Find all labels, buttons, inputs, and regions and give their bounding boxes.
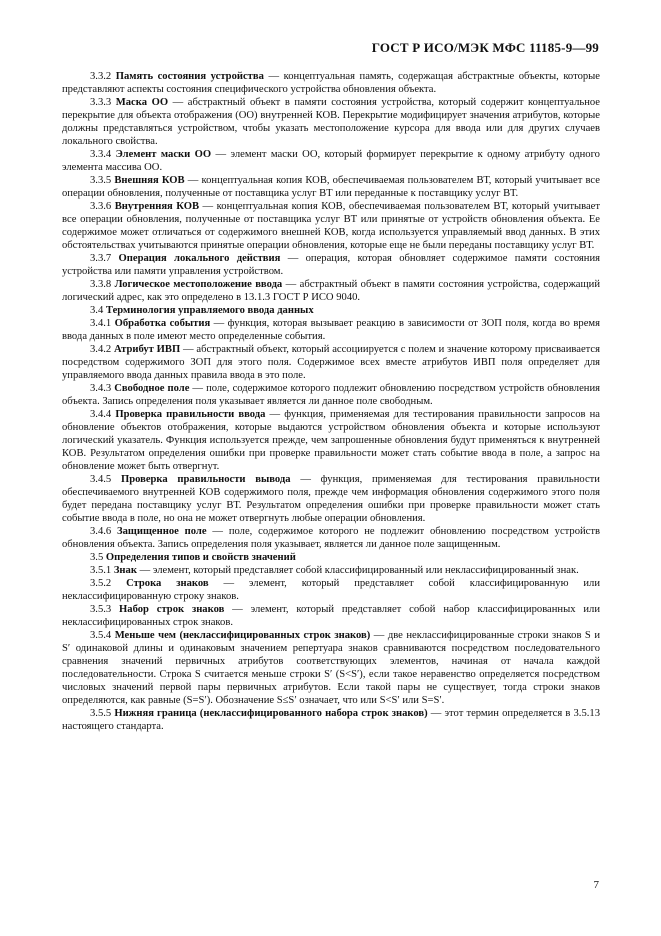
definition-text: — операция, которая обновляет содержимое памяти состояния устройства или памяти управления устройством. [62, 253, 601, 277]
term: Строка знаков [126, 578, 209, 589]
term: Проверка правильности ввода [115, 409, 266, 420]
definition-text: — элемент, который представляет собой классифицированную или неклассифицированную строку знаков. [62, 578, 600, 602]
term: Операция локального действия [118, 253, 281, 264]
section-title: Определения типов и свойств значений [105, 552, 296, 563]
term: Внутренняя КОВ [114, 201, 200, 212]
definition-text: — концептуальная копия КОВ, обеспечиваемая пользователем ВТ, который учитывает все операции обновления, полученные от поставщика услуг ВТ или переданные к поставщику услуг ВТ. [62, 175, 600, 199]
paragraph-3-4-6 [62, 525, 600, 551]
definition-text: — концептуальная копия КОВ, обеспечиваемая пользователем ВТ, который учитывает все операции обновления, полученные от поставщика услуг ВТ или принятые от устройств обновления объекта. Ее содержимое может отличаться от содержимого внешней КОВ, когда используется управляемый ввод данных. В этих обстоятельствах учитываются принятые операции обновления, которые еще не были переданы поставщику услуг ВТ. [62, 201, 601, 251]
definition-text: — абстрактный объект в памяти состояния устройства, содержащий логический адрес, как это определено в 13.1.3 ГОСТ Р ИСО 9040. [62, 279, 600, 303]
clause-number: 3.5.2 [90, 578, 112, 589]
definition-text: — поле, содержимое которого подлежит обновлению посредством устройств обновления объекта. Запись определения поля указывает является ли данное поле свободным. [62, 383, 600, 407]
paragraph-3-3-6 [62, 200, 600, 252]
paragraph-3-5-2 [62, 577, 600, 603]
definition-text: — элемент маски ОО, который формирует перекрытие к одному атрибуту одного элемента массива ОО. [62, 149, 600, 173]
definition-text: — функция, применяемая для тестирования правильности запросов на обновление объектов отображения, которые выдаются устройством обновления объекта и которые используют логический указатель. Функция используется прежде, чем запрошенные обновления будут применяться к внутренней КОВ. Результатом определения ошибки при проверке правильности может стать событие ввода в поле, а запрос на обновление может быть отвергнут. [62, 409, 601, 472]
clause-number: 3.4.4 [90, 409, 112, 420]
term: Логическое местоположение ввода [114, 279, 283, 290]
term: Атрибут ИВП [114, 344, 181, 355]
term: Нижняя граница (неклассифицированного набора строк знаков) [114, 708, 428, 719]
paragraph-3-5-4 [62, 629, 600, 707]
clause-number: 3.4.5 [90, 474, 112, 485]
paragraph-3-3-7 [62, 252, 600, 278]
clause-number: 3.3.8 [90, 279, 112, 290]
section-heading-3-4 [62, 304, 600, 317]
clause-number: 3.5.4 [90, 630, 112, 641]
clause-number: 3.4.2 [90, 344, 112, 355]
paragraph-3-5-5 [62, 707, 600, 733]
term: Обработка события [114, 318, 211, 329]
clause-number: 3.4.1 [90, 318, 112, 329]
term: Знак [113, 565, 137, 576]
clause-number: 3.4.3 [90, 383, 112, 394]
paragraph-3-3-2 [62, 70, 600, 96]
clause-number: 3.3.3 [90, 97, 112, 108]
definition-text: — элемент, который представляет собой классифицированный или неклассифицированный знак. [136, 565, 579, 576]
clause-number: 3.5 [90, 552, 104, 563]
term: Маска ОО [115, 97, 169, 108]
paragraph-3-4-4 [62, 408, 600, 473]
definition-text: — элемент, который представляет собой набор классифицированных или неклассифицированных строк знаков. [62, 604, 600, 628]
term: Защищенное поле [117, 526, 207, 537]
definition-text: — концептуальная память, содержащая абстрактные объекты, которые представляют аспекты состояния специфического устройства обновления объекта. [62, 71, 600, 95]
clause-number: 3.3.2 [90, 71, 112, 82]
clause-number: 3.4.6 [90, 526, 112, 537]
term: Набор строк знаков [119, 604, 225, 615]
paragraph-3-4-5 [62, 473, 600, 525]
paragraph-3-3-8 [62, 278, 600, 304]
definition-text: — абстрактный объект, который ассоциируется с полем и значение которому присваивается посредством содержимого ЗОП для этого поля. Содержимое всех вместе атрибутов ИВП поля определяет для управляемого ввода данных правила ввода в это поле. [62, 344, 600, 381]
clause-number: 3.5.5 [90, 708, 112, 719]
clause-number: 3.3.5 [90, 175, 112, 186]
definition-text: — этот термин определяется в 3.5.13 настоящего стандарта. [62, 708, 600, 732]
clause-number: 3.5.3 [90, 604, 112, 615]
clause-number: 3.3.6 [90, 201, 112, 212]
paragraph-3-3-4 [62, 148, 600, 174]
term: Меньше чем (неклассифицированных строк знаков) [114, 630, 371, 641]
section-title: Терминология управляемого ввода данных [105, 305, 314, 316]
definition-text: — две неклассифицированные строки знаков S и S′ одинаковой длины и одинаковым значением репертуара знаков сравниваются посредством последовательного сравнения значений первичных атрибутов соответствующих элементов, начиная от начала каждой последовательности. Строка S считается меньше строки S′ (S<S′), если такое неравенство определяется посредством числовых значений первой пары первичных атрибутов. Если такой пары не существует, тогда строки знаков определяются, как равные (S=S′). Обозначение S≤S′ означает, что или S<S′ или S=S′. [62, 630, 600, 706]
term: Свободное поле [114, 383, 190, 394]
definition-text: — функция, применяемая для тестирования правильности обеспечиваемого внутренней КОВ содержимого поля, прежде чем информация обновления содержимого этого поля будет передана поставщику услуг ВТ. Результатом определения ошибки при проверке правильности может стать событие ввода в поле, но она не может отвергнуть любые операции обновления. [62, 474, 600, 524]
definition-text: — абстрактный объект в памяти состояния устройства, который содержит концептуальное перекрытие для объекта отображения (ОО) внутренней КОВ. Перекрытие модифицирует значения атрибутов, которые должны представляться устройством, чтобы указать местоположение курсора для ввода или для других случаев локального свойства. [62, 97, 600, 147]
term: Элемент маски ОО [115, 149, 212, 160]
definition-text: — функция, которая вызывает реакцию в зависимости от ЗОП поля, когда во время ввода данных в поле имеют место определенные события. [62, 318, 600, 342]
term: Память состояния устройства [115, 71, 264, 82]
clause-number: 3.3.4 [90, 149, 112, 160]
definition-text: — поле, содержимое которого не подлежит обновлению посредством устройств обновления объекта. Запись определения поля указывает, является ли данное поле защищенным. [62, 526, 601, 550]
document-header: ГОСТ Р ИСО/МЭК МФС 11185-9—99 [371, 40, 599, 55]
clause-number: 3.3.7 [90, 253, 112, 264]
paragraph-3-4-1 [62, 317, 600, 343]
term: Внешняя КОВ [114, 175, 185, 186]
section-heading-3-5 [62, 551, 600, 564]
page-number: 7 [593, 879, 599, 891]
clause-number: 3.4 [90, 305, 104, 316]
document-body [62, 70, 600, 733]
clause-number: 3.5.1 [90, 565, 112, 576]
paragraph-3-5-3 [62, 603, 600, 629]
paragraph-3-3-5 [62, 174, 600, 200]
paragraph-3-5-1 [62, 564, 600, 577]
paragraph-3-4-3 [62, 382, 600, 408]
paragraph-3-4-2 [62, 343, 600, 382]
term: Проверка правильности вывода [120, 474, 291, 485]
paragraph-3-3-3 [62, 96, 600, 148]
